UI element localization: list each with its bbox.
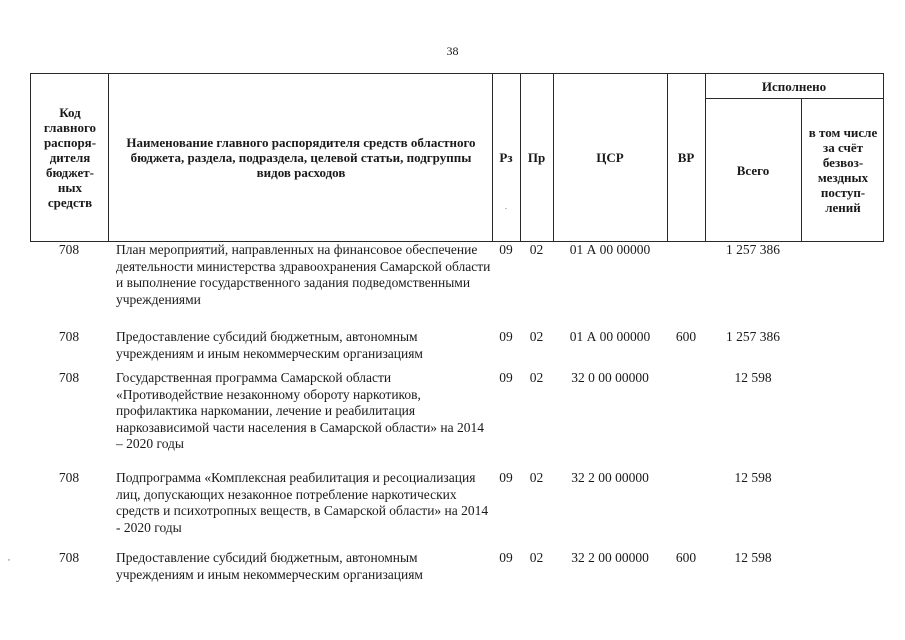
header-csr: ЦСР: [596, 149, 624, 165]
row-pr: 02: [529, 329, 544, 344]
row-rz: 09: [499, 242, 513, 257]
row-total: 1 257 386: [726, 329, 780, 344]
row-csr: 32 0 00 00000: [571, 370, 649, 385]
row-name: Подпрограмма «Комплексная реабилитация и ресоциализация лиц, допускающих незаконное потребление наркотических средств и психотропных веществ, в Самарской области» на 2014 - 2020 годы: [116, 470, 489, 535]
row-csr: 01 А 00 00000: [569, 242, 651, 257]
row-code: 708: [58, 242, 80, 257]
row-pr: 02: [529, 550, 544, 565]
row-csr: 32 2 00 00000: [571, 470, 649, 485]
header-pr: Пр: [527, 149, 546, 165]
header-free: в том числе за счёт безвоз-мездных поступ-лений: [808, 125, 878, 215]
row-code: 708: [58, 329, 80, 344]
row-vr: 600: [675, 550, 697, 565]
row-pr: 02: [529, 242, 544, 257]
row-pr: 02: [529, 470, 544, 485]
row-name: Предоставление субсидий бюджетным, автономным учреждениям и иным некоммерческим организациям: [116, 550, 423, 582]
row-name: Предоставление субсидий бюджетным, автономным учреждениям и иным некоммерческим организациям: [116, 329, 423, 361]
row-pr: 02: [529, 370, 544, 385]
row-name: Государственная программа Самарской области «Противодействие незаконному обороту наркотиков, профилактика наркомании, лечение и реабилитация наркозависимой части населения в Самарской области» на 2014 – 2020 годы: [116, 370, 485, 451]
row-code: 708: [58, 370, 80, 385]
header-total: Всего: [736, 162, 770, 178]
row-total: 12 598: [734, 370, 772, 385]
page-number: 38: [446, 44, 459, 58]
row-csr: 01 А 00 00000: [569, 329, 651, 344]
header-rz: Рз: [499, 149, 513, 165]
row-rz: 09: [499, 550, 513, 565]
scan-speck: .: [505, 202, 507, 211]
row-code: 708: [58, 550, 80, 565]
header-name: Наименование главного распорядителя средств областного бюджета, раздела, подраздела, целевой статьи, подгруппы видов расходов: [126, 134, 476, 180]
row-code: 708: [58, 470, 80, 485]
row-total: 12 598: [734, 550, 772, 565]
header-executed: Исполнено: [761, 78, 827, 94]
row-rz: 09: [499, 329, 513, 344]
row-vr: 600: [675, 329, 697, 344]
scan-speck: ,: [8, 553, 10, 562]
header-vr: ВР: [677, 149, 695, 165]
row-csr: 32 2 00 00000: [571, 550, 649, 565]
row-rz: 09: [499, 470, 513, 485]
row-total: 1 257 386: [726, 242, 780, 257]
header-code: Код главного распоря-дителя бюджет-ных средств: [43, 104, 97, 210]
row-rz: 09: [499, 370, 513, 385]
row-name: План мероприятий, направленных на финансовое обеспечение деятельности министерства здравоохранения Самарской области и выполнение государственного задания подведомственными учреждениями: [116, 242, 491, 307]
row-total: 12 598: [734, 470, 772, 485]
